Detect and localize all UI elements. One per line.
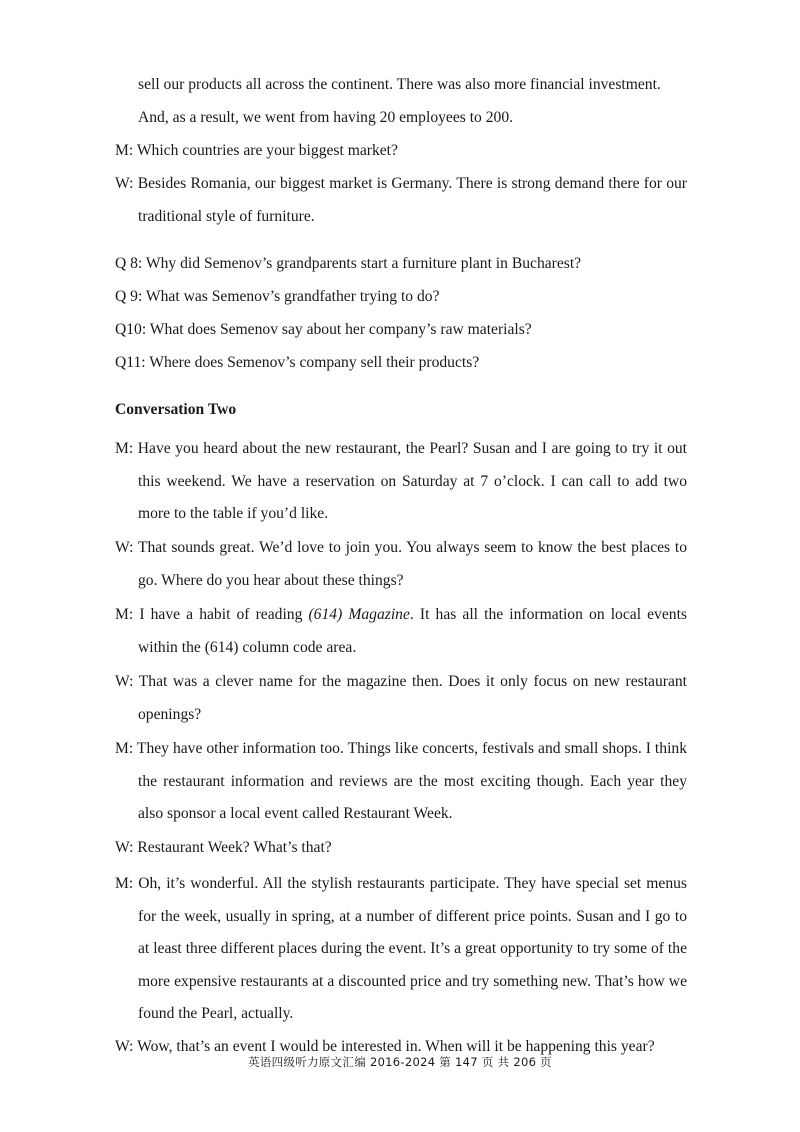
speaker-label: M: bbox=[115, 142, 134, 159]
speaker-label: M: bbox=[115, 875, 134, 892]
intro-line-1: sell our products all across the continent. There was also more financial investment. bbox=[138, 76, 661, 93]
speaker-label: M: bbox=[115, 740, 134, 757]
intro-line-2: And, as a result, we went from having 20 employees to 200. bbox=[138, 108, 514, 126]
dialogue-turn bbox=[115, 733, 687, 831]
dialogue-turn bbox=[115, 532, 687, 597]
dialogue-text-post: . It has all the information on local events within the (614) column code area. bbox=[138, 606, 687, 656]
question-q11: Q11: Where does Semenov’s company sell their products? bbox=[115, 354, 480, 371]
question-q10: Q10: What does Semenov say about her company’s raw materials? bbox=[115, 321, 532, 338]
dialogue-turn bbox=[115, 433, 687, 531]
dialogue-text: Besides Romania, our biggest market is Germany. There is strong demand there for our traditional style of furniture. bbox=[137, 175, 687, 225]
speaker-label: W: bbox=[115, 839, 134, 856]
speaker-label: W: bbox=[115, 1038, 134, 1055]
dialogue-text: That was a clever name for the magazine then. Does it only focus on new restaurant openings? bbox=[138, 673, 687, 723]
dialogue-turn bbox=[115, 168, 687, 233]
dialogue-text: Restaurant Week? What’s that? bbox=[137, 839, 332, 856]
dialogue-text: Have you heard about the new restaurant, the Pearl? Susan and I are going to try it out this weekend. We have a reservation on Saturday at 7 o’clock. I can call to add two more to the table if you’d like. bbox=[137, 440, 687, 522]
page-footer: 英语四级听力原文汇编 2016-2024 第 147 页 共 206 页 bbox=[248, 1055, 552, 1069]
dialogue-turn bbox=[115, 599, 687, 664]
magazine-title: (614) Magazine bbox=[308, 606, 410, 623]
speaker-label: W: bbox=[115, 175, 134, 192]
question-q9: Q 9: What was Semenov’s grandfather trying to do? bbox=[115, 288, 440, 305]
intro-paragraph bbox=[115, 69, 687, 134]
dialogue-turn bbox=[115, 666, 687, 731]
speaker-label: W: bbox=[115, 539, 134, 556]
dialogue-turn bbox=[115, 832, 687, 865]
dialogue-text: They have other information too. Things like concerts, festivals and small shops. I think the restaurant information and reviews are the most exciting though. Each year they also sponsor a local event called Restaurant Week. bbox=[136, 740, 687, 822]
dialogue-text-pre: I have a habit of reading bbox=[139, 606, 309, 623]
section-heading: Conversation Two bbox=[115, 401, 237, 418]
dialogue-text: Which countries are your biggest market? bbox=[136, 142, 398, 159]
dialogue-text: That sounds great. We’d love to join you. You always seem to know the best places to go. Where do you hear about these things? bbox=[137, 539, 687, 589]
speaker-label: W: bbox=[115, 673, 134, 690]
speaker-label: M: bbox=[115, 440, 134, 457]
dialogue-text: Oh, it’s wonderful. All the stylish restaurants participate. They have special set menus for the week, usually in spring, at a number of different price points. Susan and I go to at least three different places during the event. It’s a great opportunity to try some of the more expensive restaurants at a discounted price and try something new. That’s how we found the Pearl, actually. bbox=[138, 875, 687, 1022]
speaker-label: M: bbox=[115, 606, 134, 623]
dialogue-turn bbox=[115, 868, 687, 1031]
dialogue-text: Wow, that’s an event I would be interested in. When will it be happening this year? bbox=[137, 1038, 655, 1055]
question-q8: Q 8: Why did Semenov’s grandparents start a furniture plant in Bucharest? bbox=[115, 255, 582, 272]
dialogue-turn bbox=[115, 135, 687, 168]
